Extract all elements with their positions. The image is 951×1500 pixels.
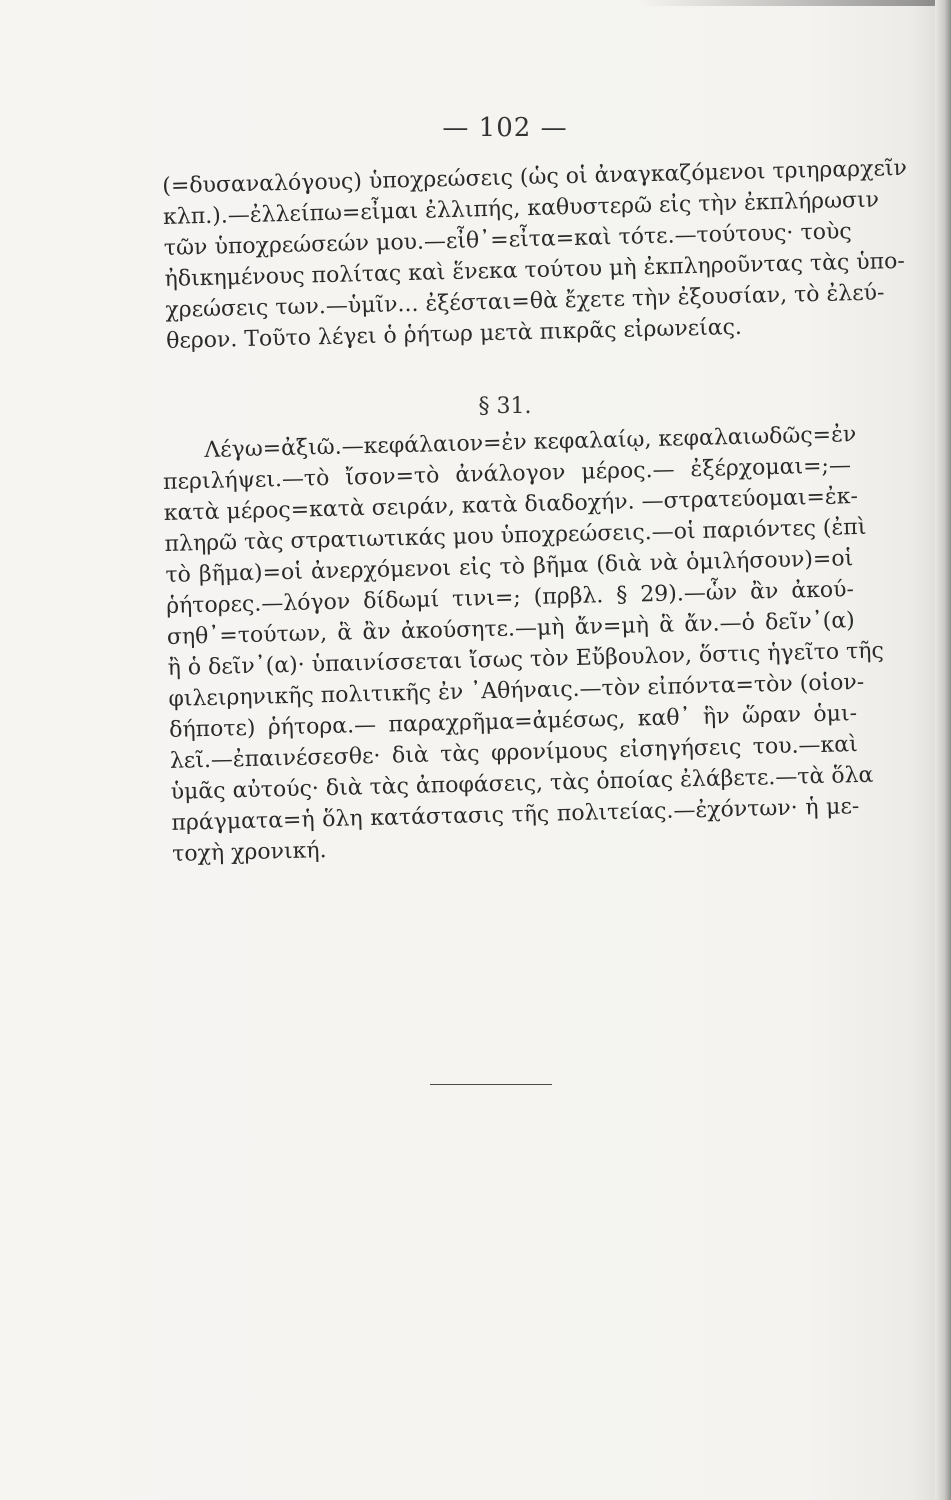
text-line: δήποτε) ῥήτορα.— παραχρῆμα=ἀμέσως, καθ᾽ ἣν ὥραν ὁμι- [168,701,858,743]
text-line: χρεώσεις των.—ὑμῖν... ἐξέσται=θὰ ἔχετε τὴν ἐξουσίαν, τὸ ἐλεύ- [165,280,885,323]
section-heading: § 31. [478,394,532,419]
text-line: περιλήψει.—τὸ ἴσον=τὸ ἀνάλογον μέρος.— ἐξέρχομαι=;— [162,453,852,495]
text-line: ἠδικημένους πολίτας καὶ ἕνεκα τούτου μὴ ἐκπληροῦντας τὰς ὑπο- [164,248,906,292]
text-line: (=δυσαναλόγους) ὑποχρεώσεις (ὡς οἱ ἀναγκαζόμενοι τριηραρχεῖν [162,155,908,199]
text-line: τοχὴ χρονική. [171,838,327,867]
text-line: σηθ᾽=τούτων, ἃ ἂν ἀκούσητε.—μὴ ἄν=μὴ ἃ ἄν.—ὁ δεῖν᾽(α) [166,608,856,650]
text-line: πληρῶ τὰς στρατιωτικάς μου ὑποχρεώσεις.—οἱ παριόντες (ἐπὶ [164,514,867,557]
paragraph-2 [162,419,885,870]
page-top-shadow [640,0,951,6]
text-line: κατὰ μέρος=κατὰ σειράν, κατὰ διαδοχήν. —στρατεύομαι=ἐκ- [163,484,859,526]
text-line: ὑμᾶς αὐτούς· διὰ τὰς ἀποφάσεις, τὰς ὁποίας ἐλάβετε.—τὰ ὅλα [170,762,874,805]
end-rule [430,1084,552,1085]
text-line: Λέγω=ἀξιῶ.—κεφάλαιον=ἐν κεφαλαίῳ, κεφαλαιωδῶς=ἐν [204,422,857,463]
text-line: λεῖ.—ἐπαινέσεσθε· διὰ τὰς φρονίμους εἰσηγήσεις του.—καὶ [169,732,859,774]
text-line: θερον. Τοῦτο λέγει ὁ ῥήτωρ μετὰ πικρᾶς εἰρωνείας. [165,314,743,354]
page-number: — 102 — [442,113,568,143]
text-line: φιλειρηνικῆς πολιτικῆς ἐν ᾽Αθήναις.—τὸν εἰπόντα=τὸν (οἱον- [168,669,865,712]
text-line: τὸ βῆμα)=οἱ ἀνερχόμενοι εἰς τὸ βῆμα (διὰ νὰ ὁμιλήσουν)=οἱ [165,546,854,588]
text-line: ῥήτορες.—λόγον δίδωμί τινι=; (πρβλ. § 29).—ὧν ἂν ἀκού- [165,577,855,619]
text-line: ἢ ὁ δεῖν᾽(α)· ὑπαινίσσεται ἴσως τὸν Εὔβουλον, ὅστις ἡγεῖτο τῆς [167,638,885,681]
paragraph-1 [162,154,908,357]
text-line: τῶν ὑποχρεώσεών μου.—εἶθ᾽=εἶτα=καὶ τότε.—τούτους· τοὺς [163,219,852,261]
text-line: κλπ.).—ἐλλείπω=εἶμαι ἐλλιπής, καθυστερῶ εἰς τὴν ἐκπλήρωσιν [162,187,880,230]
text-line: πράγματα=ἡ ὅλη κατάστασις τῆς πολιτείας.—ἐχόντων· ἡ με- [171,794,860,836]
page-right-edge [935,0,951,1500]
